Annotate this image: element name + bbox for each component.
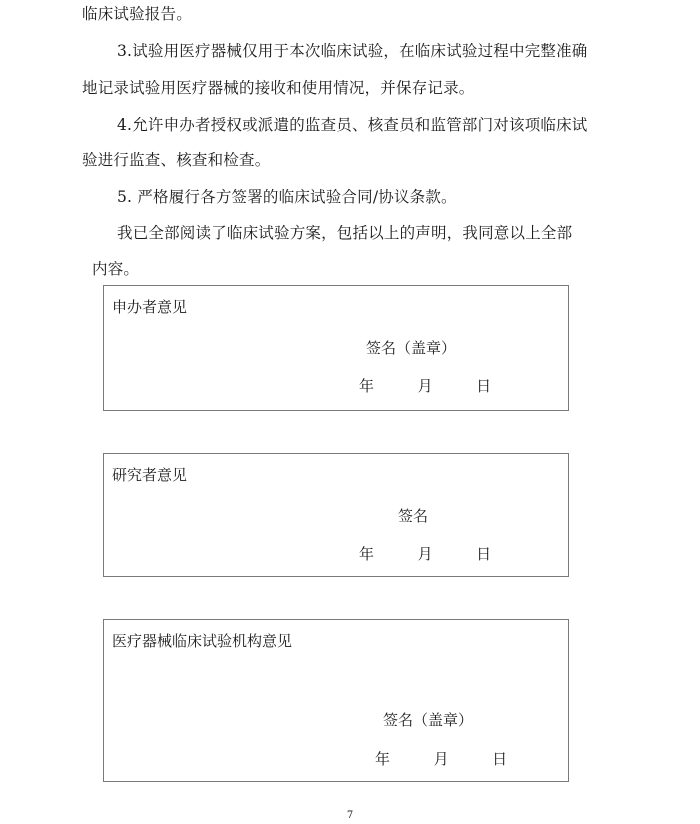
paragraph-line: 内容。	[92, 260, 140, 278]
investigator-opinion-box	[103, 453, 569, 577]
month-label: 月	[417, 545, 433, 563]
institution-opinion-box	[103, 619, 569, 782]
paragraph-item-3: 3.试验用医疗器械仅用于本次临床试验，在临床试验过程中完整准确	[117, 42, 588, 60]
paragraph-line: 验进行监查、核查和检查。	[82, 151, 271, 169]
box-title: 研究者意见	[112, 466, 188, 484]
date-line	[359, 544, 491, 564]
year-label: 年	[375, 750, 391, 768]
date-line	[359, 376, 491, 396]
day-label: 日	[476, 545, 492, 563]
box-title: 医疗器械临床试验机构意见	[112, 632, 293, 650]
month-label: 月	[433, 750, 449, 768]
month-label: 月	[417, 377, 433, 395]
signature-label: 签名（盖章）	[383, 711, 474, 729]
year-label: 年	[359, 377, 375, 395]
signature-label: 签名（盖章）	[366, 339, 457, 357]
paragraph-item-4: 4.允许申办者授权或派遣的监查员、核查员和监管部门对该项临床试	[117, 116, 588, 134]
paragraph-line: 临床试验报告。	[82, 5, 192, 23]
sponsor-opinion-box	[103, 285, 569, 411]
agreement-statement: 我已全部阅读了临床试验方案，包括以上的声明，我同意以上全部	[117, 224, 573, 242]
day-label: 日	[492, 750, 508, 768]
box-title: 申办者意见	[112, 298, 188, 316]
page-number: 7	[346, 810, 354, 821]
paragraph-line: 地记录试验用医疗器械的接收和使用情况，并保存记录。	[82, 79, 475, 97]
paragraph-item-5: 5. 严格履行各方签署的临床试验合同/协议条款。	[117, 188, 457, 206]
date-line	[375, 749, 507, 769]
year-label: 年	[359, 545, 375, 563]
signature-label: 签名	[398, 507, 429, 525]
day-label: 日	[476, 377, 492, 395]
